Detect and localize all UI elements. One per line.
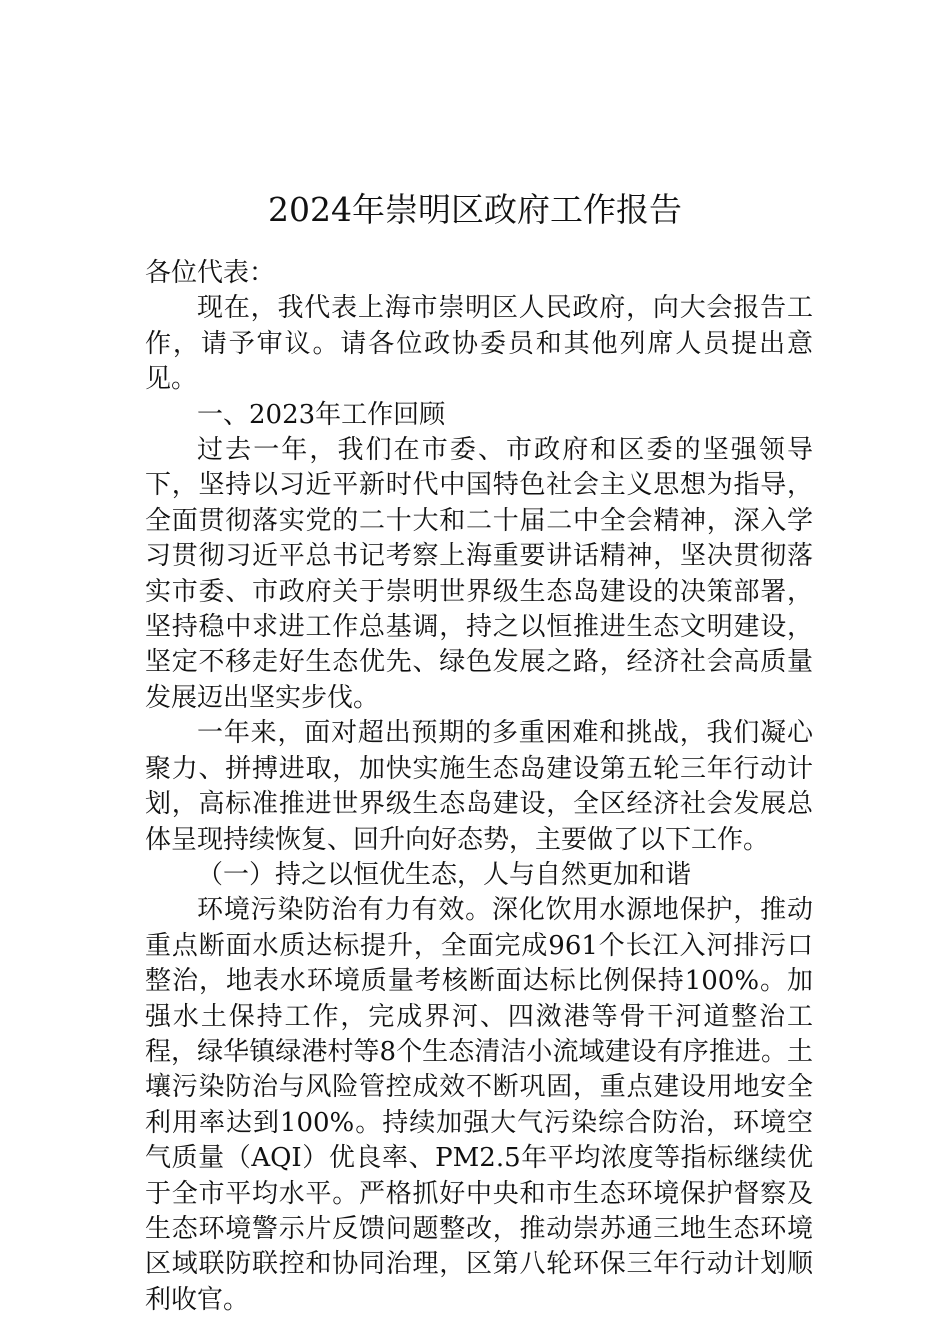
environment-paragraph: 环境污染防治有力有效。深化饮用水源地保护，推动重点断面水质达标提升，全面完成961个长江入河排污口整治，地表水环境质量考核断面达标比例保持100%。加强水土保持工作，完成界河、四滧港等骨干河道整治工程，绿华镇绿港村等8个生态清洁小流域建设有序推进。土壤污染防治与风险管控成效不断巩固，重点建设用地安全利用率达到100%。持续加强大气污染综合防治，环境空气质量（AQI）优良率、PM2.5年平均浓度等指标继续优于全市平均水平。严格抓好中央和市生态环境保护督察及生态环境警示片反馈问题整改，推动崇苏通三地生态环境区域联防联控和协同治理，区第八轮环保三年行动计划顺利收官。 — [145, 895, 813, 1315]
salutation: 各位代表： — [145, 258, 276, 288]
subsection-heading: （一）持之以恒优生态，人与自然更加和谐 — [197, 859, 692, 890]
section-heading: 一、2023年工作回顾 — [197, 399, 446, 430]
opening-paragraph: 现在，我代表上海市崇明区人民政府，向大会报告工作，请予审议。请各位政协委员和其他列席人员提出意见。 — [145, 293, 813, 395]
summary-paragraph: 一年来，面对超出预期的多重困难和挑战，我们凝心聚力、拼搏进取，加快实施生态岛建设第五轮三年行动计划，高标准推进世界级生态岛建设，全区经济社会发展总体呈现持续恢复、回升向好态势，主要做了以下工作。 — [145, 718, 813, 855]
document-body — [145, 256, 813, 1318]
review-paragraph: 过去一年，我们在市委、市政府和区委的坚强领导下，坚持以习近平新时代中国特色社会主义思想为指导，全面贯彻落实党的二十大和二十届二中全会精神，深入学习贯彻习近平总书记考察上海重要讲话精神，坚决贯彻落实市委、市政府关于崇明世界级生态岛建设的决策部署，坚持稳中求进工作总基调，持之以恒推进生态文明建设，坚定不移走好生态优先、绿色发展之路，经济社会高质量发展迈出坚实步伐。 — [145, 435, 813, 713]
document-title: 2024年崇明区政府工作报告 — [268, 190, 682, 230]
